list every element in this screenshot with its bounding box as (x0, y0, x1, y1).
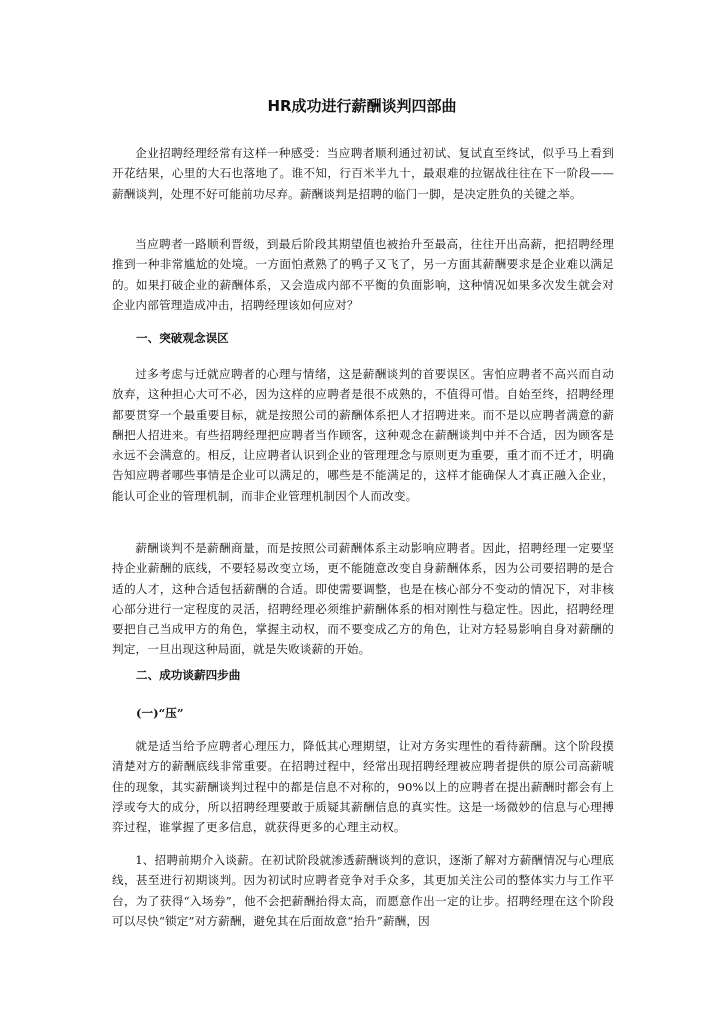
subheading-press: (一)“压” (136, 706, 184, 720)
paragraph-press: 就是适当给予应聘者心理压力，降低其心理期望，让对方务实理性的看待薪酬。这个阶段摸清楚对方的薪酬底线非常重要。在招聘过程中，经常出现招聘经理被应聘者提供的原公司高薪唬住的现象，其实薪酬谈判过程中的都是信息不对称的，90%以上的应聘者在提出薪酬时都会有上浮或夸大的成分，所以招聘经理要敢于质疑其薪酬信息的真实性。这是一场微妙的信息与心理搏弈过程，谁掌握了更多信息，就获得更多的心理主动权。 (112, 739, 614, 835)
document-title: HR成功进行薪酬谈判四部曲 (267, 97, 457, 115)
section-heading-1: 一、突破观念误区 (136, 331, 229, 345)
paragraph-misconception: 过多考虑与迁就应聘者的心理与情绪，这是薪酬谈判的首要误区。害怕应聘者不高兴而自动放弃，这种担心大可不必，因为这样的应聘者是很不成熟的，不值得可惜。自始至终，招聘经理都要贯穿一个最重要目标，就是按照公司的薪酬体系把人才招聘进来。而不是以应聘者满意的薪酬把人招进来。有些招聘经理把应聘者当作顾客，这种观念在薪酬谈判中并不合适，因为顾客是永远不会满意的。相反，让应聘者认识到企业的管理理念与原则更为重要，重才而不迁才，明确告知应聘者哪些事情是企业可以满足的，哪些是不能满足的，这样才能确保人才真正融入企业，能认可企业的管理机制，而非企业管理机制因个人而改变。 (112, 367, 614, 503)
paragraph-intro: 企业招聘经理经常有这样一种感受：当应聘者顺利通过初试、复试直至终试，似乎马上看到开花结果，心里的大石也落地了。谁不知，行百米半九十，最艰难的拉锯战往往在下一阶段——薪酬谈判，处理不好可能前功尽弃。薪酬谈判是招聘的临门一脚，是决定胜负的关键之举。 (112, 146, 614, 201)
paragraph-situation: 当应聘者一路顺利晋级，到最后阶段其期望值也被抬升至最高，往往开出高薪，把招聘经理推到一种非常尴尬的处境。一方面怕煮熟了的鸭子又飞了，另一方面其薪酬要求是企业难以满足的。如果打破企业的薪酬体系，又会造成内部不平衡的负面影响，这种情况如果多次发生就会对企业内部管理造成冲击，招聘经理该如何应对？ (112, 237, 614, 312)
paragraph-early-negotiation: 1、招聘前期介入谈薪。在初试阶段就渗透薪酬谈判的意识，逐渐了解对方薪酬情况与心理底线，甚至进行初期谈判。因为初试时应聘者竞争对手众多，其更加关注公司的整体实力与工作平台，为了获得“入场券”，他不会把薪酬抬得太高，而愿意作出一定的让步。招聘经理在这个阶段可以尽快“锁定”对方薪酬，避免其在后面故意“抬升”薪酬，因 (112, 853, 614, 928)
paragraph-negotiation-principle: 薪酬谈判不是薪酬商量，而是按照公司薪酬体系主动影响应聘者。因此，招聘经理一定要坚持企业薪酬的底线，不要轻易改变立场，更不能随意改变自身薪酬体系，因为公司要招聘的是合适的人才，这种合适包括薪酬的合适。即使需要调整，也是在核心部分不变动的情况下，对非核心部分进行一定程度的灵活，招聘经理必须维护薪酬体系的相对刚性与稳定性。因此，招聘经理要把自己当成甲方的角色，掌握主动权，而不要变成乙方的角色，让对方轻易影响自身对薪酬的判定，一旦出现这种局面，就是失败谈薪的开始。 (112, 541, 614, 657)
section-heading-2: 二、成功谈薪四步曲 (136, 668, 241, 682)
